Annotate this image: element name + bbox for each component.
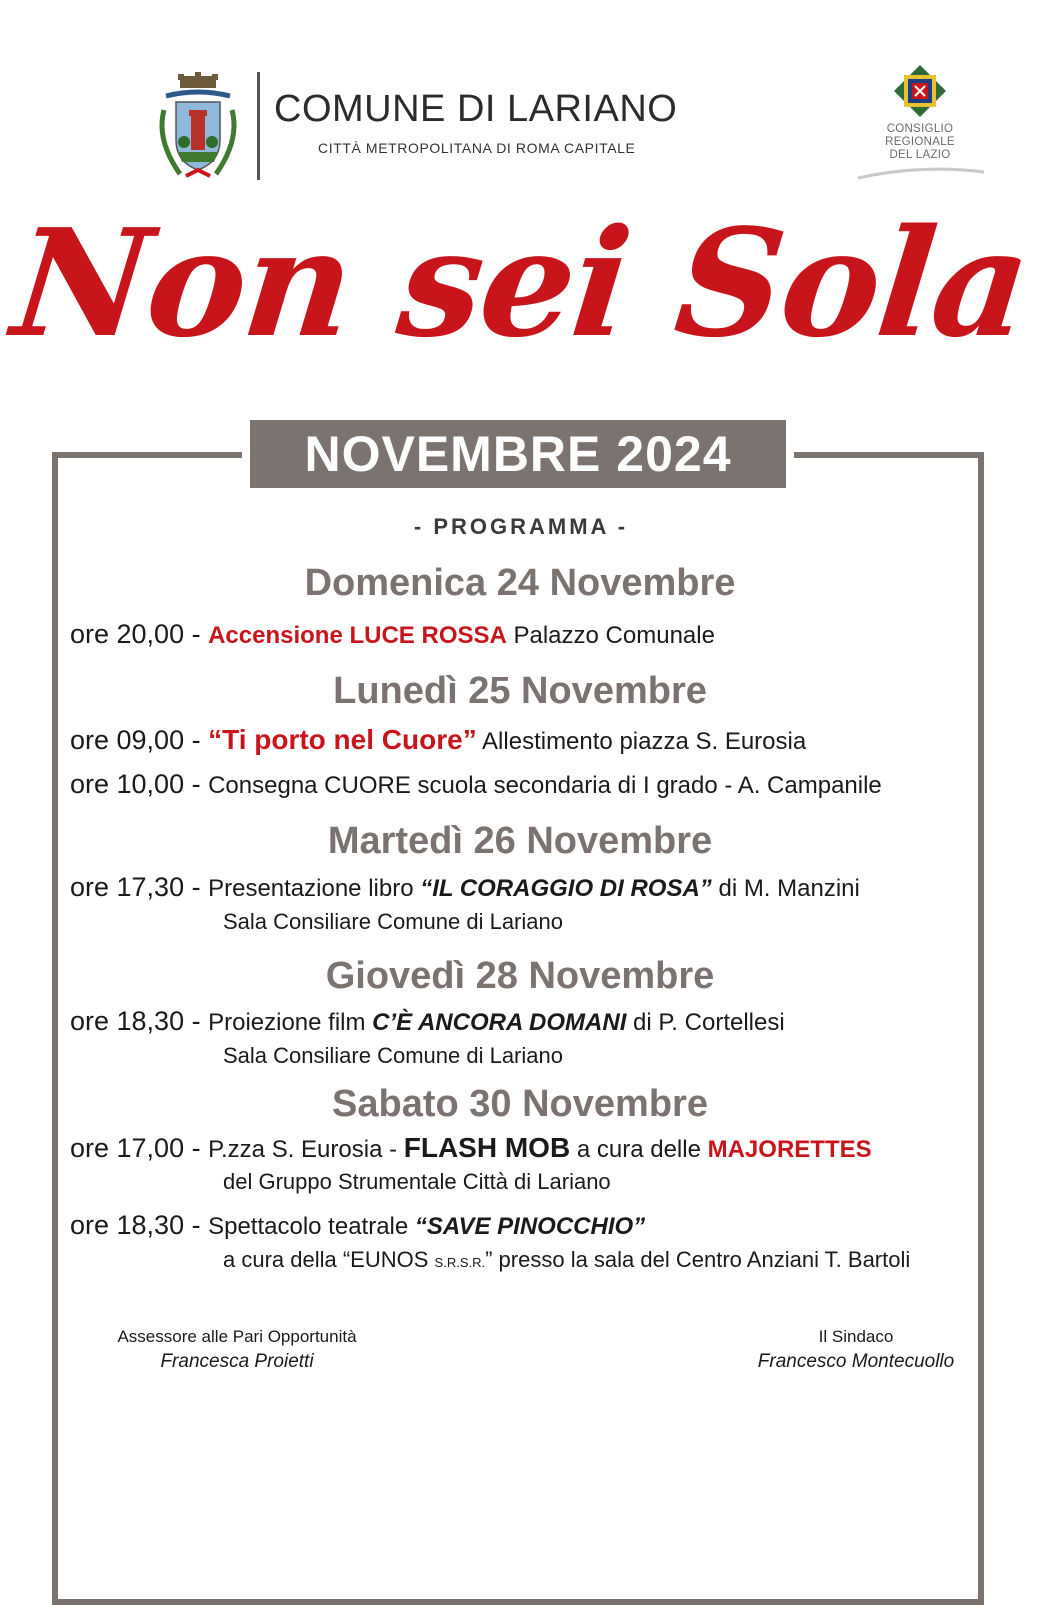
event-highlight: “Ti porto nel Cuore” <box>208 724 477 755</box>
event-saturday-1830 <box>70 1210 645 1241</box>
event-director: di P. Cortellesi <box>626 1009 785 1036</box>
event-time: ore 20,00 - <box>70 619 209 649</box>
regione-lazio-text <box>866 123 974 162</box>
venue-text-post: ” presso la sala del Centro Anziani T. Bartoli <box>485 1247 911 1272</box>
regione-line-1: CONSIGLIO <box>886 123 954 135</box>
programma-label: - PROGRAMMA - <box>413 514 629 539</box>
event-author: di M. Manzini <box>711 875 860 902</box>
day-heading-sunday: Domenica 24 Novembre <box>304 562 736 604</box>
event-saturday-1700 <box>70 1132 872 1164</box>
venue-text-small: S.R.S.R. <box>434 1255 486 1270</box>
event-saturday-venue <box>223 1247 910 1273</box>
event-sunday-2000 <box>70 619 715 650</box>
event-flash-mob: FLASH MOB <box>403 1132 571 1163</box>
day-heading-tuesday: Martedì 26 Novembre <box>327 820 713 862</box>
event-description: a cura delle <box>570 1136 708 1163</box>
comune-crest-logo <box>148 70 248 188</box>
event-highlight: Accensione LUCE ROSSA <box>208 622 507 649</box>
event-location: P.zza S. Eurosia - <box>208 1136 404 1163</box>
regione-line-3: DEL LAZIO <box>889 149 951 161</box>
event-time: ore 10,00 - <box>70 769 209 799</box>
event-description: Spettacolo teatrale <box>208 1213 415 1240</box>
left-signature-role: Assessore alle Pari Opportunità <box>117 1327 357 1346</box>
event-time: ore 17,00 - <box>70 1133 209 1163</box>
event-time: ore 18,30 - <box>70 1210 209 1240</box>
event-thursday-location: Sala Consiliare Comune di Lariano <box>223 1043 563 1068</box>
event-description: Consegna CUORE scuola secondaria di I grado - A. Campanile <box>208 772 882 799</box>
right-signature-role: Il Sindaco <box>818 1327 894 1346</box>
regione-line-2: REGIONALE <box>885 136 955 148</box>
event-film-title: C’È ANCORA DOMANI <box>372 1009 627 1036</box>
event-tuesday-location: Sala Consiliare Comune di Lariano <box>223 909 563 934</box>
event-saturday-organizer: del Gruppo Strumentale Città di Lariano <box>223 1169 611 1194</box>
event-time: ore 18,30 - <box>70 1006 209 1036</box>
month-banner: NOVEMBRE 2024 <box>250 420 786 488</box>
event-monday-0900 <box>70 724 806 756</box>
event-tuesday-1730 <box>70 872 860 903</box>
event-majorettes: MAJORETTES <box>707 1136 872 1163</box>
event-show-title: “SAVE PINOCCHIO” <box>414 1213 646 1240</box>
comune-subtitle: CITTÀ METROPOLITANA DI ROMA CAPITALE <box>318 140 636 156</box>
header-divider <box>257 72 260 180</box>
day-heading-thursday: Giovedì 28 Novembre <box>325 955 715 997</box>
event-description: Allestimento piazza S. Eurosia <box>476 728 807 755</box>
left-signature-name: Francesca Proietti <box>160 1351 314 1372</box>
event-monday-1000 <box>70 769 882 800</box>
day-heading-monday: Lunedì 25 Novembre <box>333 670 707 712</box>
main-title: Non sei Sola <box>5 196 1037 370</box>
event-time: ore 09,00 - <box>70 725 209 755</box>
event-description: Presentazione libro <box>208 875 421 902</box>
regione-swoosh <box>856 166 986 180</box>
day-heading-saturday: Sabato 30 Novembre <box>332 1083 708 1125</box>
right-signature-name: Francesco Montecuollo <box>757 1351 955 1372</box>
comune-name: COMUNE DI LARIANO <box>274 88 678 130</box>
regione-lazio-logo <box>893 64 947 118</box>
event-location: Palazzo Comunale <box>506 622 715 649</box>
event-book-title: “IL CORAGGIO DI ROSA” <box>420 875 712 902</box>
venue-text-pre: a cura della “EUNOS <box>223 1247 435 1272</box>
event-description: Proiezione film <box>208 1009 373 1036</box>
event-time: ore 17,30 - <box>70 872 209 902</box>
event-thursday-1830 <box>70 1006 785 1037</box>
